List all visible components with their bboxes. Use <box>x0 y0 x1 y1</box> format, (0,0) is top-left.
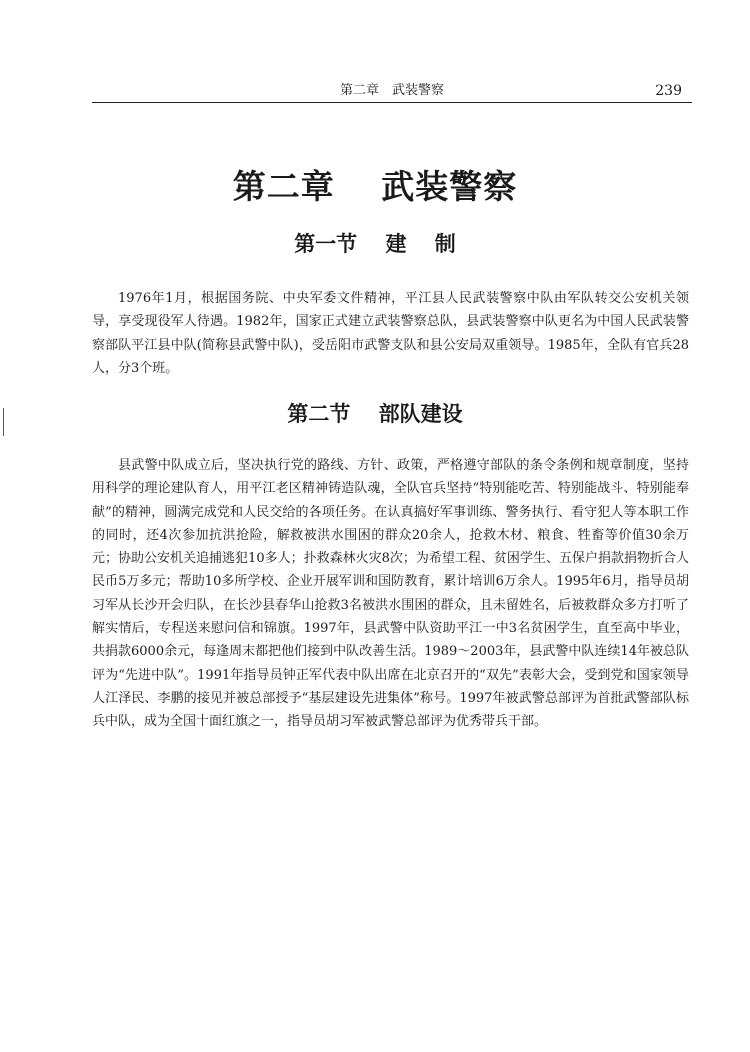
section-title-establishment: 第一节 建 制 <box>294 232 456 256</box>
page-number: 239 <box>655 83 682 99</box>
section-paragraph-establishment: 1976年1月，根据国务院、中央军委文件精神，平江县人民武装警察中队由军队转交公安机关领导，享受现役军人待遇。1982年，国家正式建立武装警察总队，县武装警察中队更名为中国人民武装警察部队平江县中队(简称县武警中队)，受岳阳市武警支队和县公安局双重领导。1985年，全队有官兵28人，分3个班。 <box>92 291 689 376</box>
header-rule <box>92 102 692 103</box>
section-paragraph-unit-building: 县武警中队成立后，坚决执行党的路线、方针、政策，严格遵守部队的条令条例和规章制度，坚持用科学的理论建队育人，用平江老区精神铸造队魂，全队官兵坚持“特别能吃苦、特别能战斗、特别能奉献”的精神，圆满完成党和人民交给的各项任务。在认真搞好军事训练、警务执行、看守犯人等本职工作的同时，还4次参加抗洪抢险，解救被洪水围困的群众20余人，抢救木材、粮食、牲畜等价值30余万元；协助公安机关追捕逃犯10多人；扑救森林火灾8次；为希望工程、贫困学生、五保户捐款捐物折合人民币5万多元；帮助10多所学校、企业开展军训和国防教育，累计培训6万余人。1995年6月，指导员胡习军从长沙开会归队，在长沙县春华山抢救3名被洪水围困的群众，且未留姓名，后被救群众多方打听了解实情后，专程送来慰问信和锦旗。1997年，县武警中队资助平江一中3名贫困学生，直至高中毕业，共捐款6000余元，每逢周末都把他们接到中队改善生活。1989～2003年，县武警中队连续14年被总队评为“先进中队”。1991年指导员钟正军代表中队出席在北京召开的“双先”表彰大会，受到党和国家领导人江泽民、李鹏的接见并被总部授予“基层建设先进集体”称号。1997年被武警总部评为首批武警部队标兵中队，成为全国十面红旗之一，指导员胡习军被武警总部评为优秀带兵干部。 <box>92 458 689 730</box>
running-title: 第二章 武装警察 <box>339 83 444 98</box>
section-title-unit-building: 第二节 部队建设 <box>287 402 463 426</box>
running-header <box>92 82 692 102</box>
chapter-title: 第二章 武装警察 <box>232 167 518 206</box>
